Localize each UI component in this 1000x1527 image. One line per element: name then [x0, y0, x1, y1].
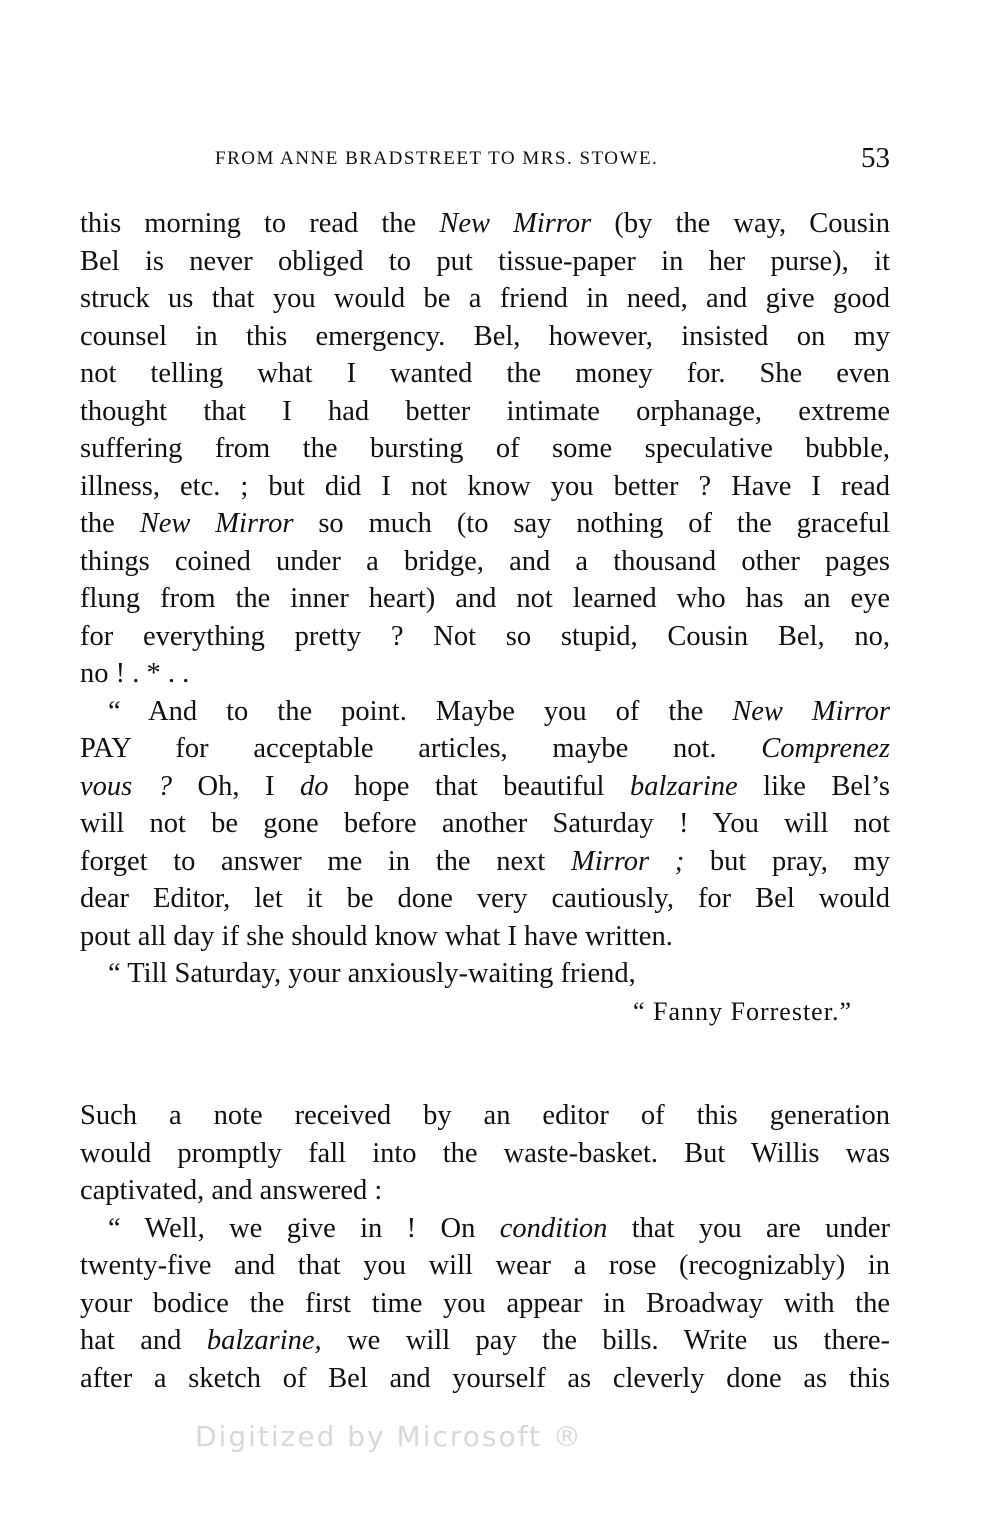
italic-text: New Mirror: [732, 695, 891, 727]
text-line: [80, 205, 890, 243]
text-run: “ Fanny Forrester.”: [632, 996, 852, 1026]
text-run: so much (to say nothing of the graceful: [293, 508, 890, 539]
text-run: would promptly fall into the waste-basket. But Willis was: [80, 1137, 890, 1169]
text-line: [80, 1360, 890, 1398]
text-run: hat and: [80, 1325, 207, 1356]
text-line: [80, 430, 890, 468]
italic-text: do: [300, 770, 329, 802]
text-run: counsel in this emergency. Bel, however, insisted on my: [80, 320, 890, 352]
text-run: “ Till Saturday, your anxiously-waiting friend,: [108, 958, 636, 989]
text-line: [80, 918, 890, 956]
running-head: [80, 142, 890, 182]
text-line: [80, 843, 890, 881]
text-run: not telling what I wanted the money for. She even: [80, 358, 890, 389]
text-line: [80, 355, 890, 393]
italic-text: New Mirror: [139, 508, 294, 539]
text-run: suffering from the bursting of some speculative bubble,: [80, 433, 890, 464]
text-line: [80, 768, 890, 806]
text-run: Such a note received by an editor of this generation: [80, 1100, 890, 1131]
text-line: [80, 618, 890, 656]
text-run: flung from the inner heart) and not learned who has an eye: [80, 583, 890, 614]
text-line: [80, 1210, 890, 1248]
text-run: like Bel’s: [737, 770, 891, 802]
text-run: PAY for acceptable articles, maybe not.: [80, 733, 762, 764]
running-title: FROM ANNE BRADSTREET TO MRS. STOWE.: [215, 148, 659, 169]
text-line: [80, 580, 890, 618]
text-run: for everything pretty ? Not so stupid, Cousin Bel, no,: [80, 620, 890, 652]
text-run: your bodice the first time you appear in Broadway with the: [80, 1287, 890, 1319]
text-run: forget to answer me in the next: [80, 845, 571, 877]
italic-text: balzarine: [629, 770, 738, 802]
text-run: no ! . * . .: [80, 658, 190, 689]
text-line: [80, 280, 890, 318]
text-run: this morning to read the: [80, 208, 440, 239]
digitization-watermark: Digitized by Microsoft ®: [195, 1420, 583, 1453]
text-line: [80, 655, 890, 693]
text-line: [80, 1135, 890, 1173]
text-line: [80, 880, 890, 918]
text-run: “ Well, we give in ! On: [108, 1212, 500, 1244]
text-line: [80, 693, 890, 731]
body-text: [80, 205, 890, 1397]
text-run: but pray, my: [684, 845, 890, 877]
signature-line: [80, 993, 890, 1031]
text-run: pout all day if she should know what I have written.: [80, 920, 673, 952]
text-line: [80, 393, 890, 431]
text-run: “ And to the point. Maybe you of the: [108, 695, 733, 727]
italic-text: condition: [499, 1212, 608, 1244]
text-line: [80, 955, 890, 993]
text-line: [80, 1285, 890, 1323]
text-run: twenty-five and that you will wear a rose (recognizably) in: [80, 1250, 890, 1281]
text-run: the: [80, 508, 140, 539]
text-line: [80, 805, 890, 843]
paragraph-gap: [80, 1030, 890, 1097]
text-line: [80, 1097, 890, 1135]
text-run: (by the way, Cousin: [591, 208, 890, 239]
italic-text: balzarine,: [206, 1325, 322, 1356]
text-line: [80, 468, 890, 506]
text-run: we will pay the bills. Write us there-: [321, 1325, 890, 1356]
text-line: [80, 1247, 890, 1285]
italic-text: Mirror ;: [570, 845, 685, 877]
text-run: dear Editor, let it be done very cautiously, for Bel would: [80, 883, 890, 914]
italic-text: New Mirror: [439, 208, 592, 239]
text-line: [80, 543, 890, 581]
text-line: [80, 318, 890, 356]
text-run: that you are under: [607, 1212, 891, 1244]
page-number: 53: [861, 142, 890, 174]
text-run: thought that I had better intimate orphanage, extreme: [80, 395, 890, 427]
italic-text: Comprenez: [761, 733, 890, 764]
text-line: [80, 1172, 890, 1210]
text-run: things coined under a bridge, and a thousand other pages: [80, 545, 890, 577]
text-line: [80, 730, 890, 768]
text-run: illness, etc. ; but did I not know you better ? Have I read: [80, 470, 890, 502]
text-run: struck us that you would be a friend in need, and give good: [80, 283, 890, 314]
text-line: [80, 243, 890, 281]
text-run: after a sketch of Bel and yourself as cleverly done as this: [80, 1362, 890, 1394]
text-line: [80, 1322, 890, 1360]
text-run: will not be gone before another Saturday ! You will not: [80, 808, 890, 839]
text-run: Oh, I: [172, 770, 300, 802]
text-run: captivated, and answered :: [80, 1175, 383, 1206]
text-run: hope that beautiful: [328, 770, 630, 802]
text-run: Bel is never obliged to put tissue-paper in her purse), it: [80, 245, 890, 277]
text-line: [80, 505, 890, 543]
italic-text: vous ?: [80, 770, 173, 802]
